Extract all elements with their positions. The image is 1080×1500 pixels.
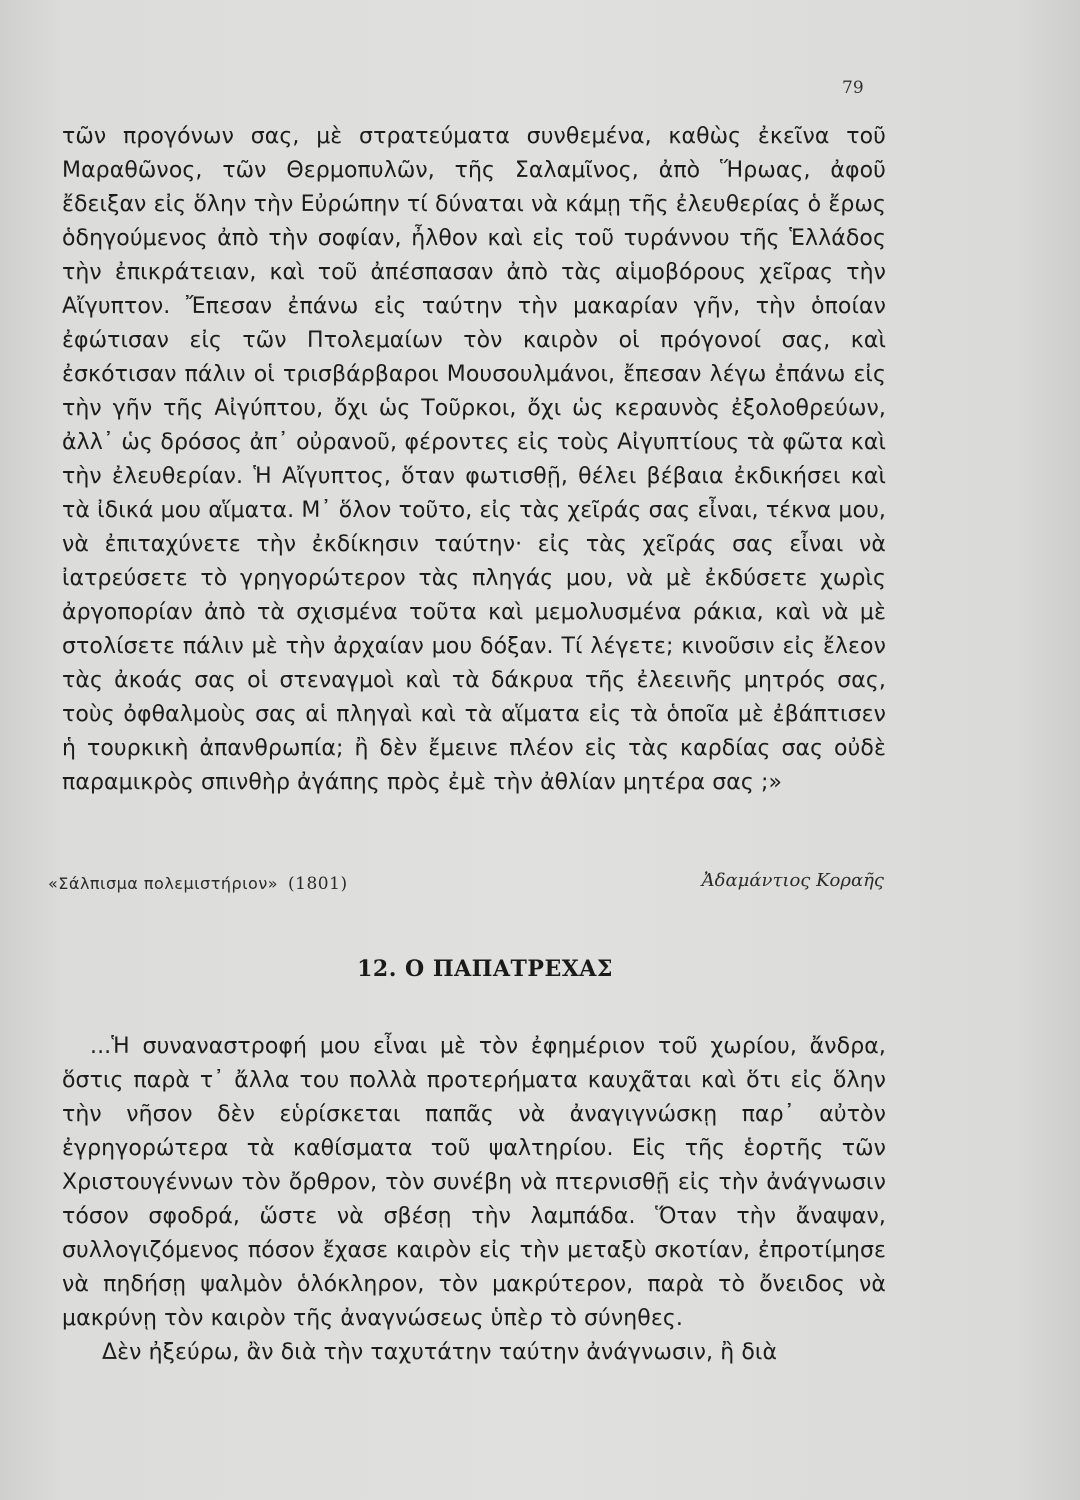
page-number: 79 (842, 78, 864, 98)
citation-title: «Σάλπισμα πολεμιστήριον» (48, 874, 279, 893)
section-heading: 12. Ο ΠΑΠΑΤΡΕΧΑΣ (357, 956, 613, 982)
passage-paragraph: τῶν προγόνων σας, μὲ στρατεύματα συνθεμένα, καθὼς ἐκεῖνα τοῦ Μαραθῶνος, τῶν Θερμοπυλῶν, τῆς Σαλαμῖνος, ἀπὸ Ἥρωας, ἀφοῦ ἔδειξαν εἰς ὅλην τὴν Εὐρώπην τί δύναται νὰ κάμῃ τῆς ἐλευθερίας ὁ ἔρως ὁδηγούμενος ἀπὸ τὴν σοφίαν, ἦλθον καὶ εἰς τοῦ τυράννου τῆς Ἑλλάδος τὴν ἐπικράτειαν, καὶ τοῦ ἀπέσπασαν ἀπὸ τὰς αἱμοβόρους χεῖρας τὴν Αἴγυπτον. Ἔπεσαν ἐπάνω εἰς ταύτην τὴν μακαρίαν γῆν, τὴν ὁποίαν ἐφώτισαν εἰς τῶν Πτολεμαίων τὸν καιρὸν οἱ πρόγονοί σας, καὶ ἐσκότισαν πάλιν οἱ τρισβάρβαροι Μουσουλμάνοι, ἔπεσαν λέγω ἐπάνω εἰς τὴν γῆν τῆς Αἰγύπτου, ὄχι ὡς Τοῦρκοι, ὄχι ὡς κεραυνὸς ἐξολοθρεύων, ἀλλ᾽ ὡς δρόσος ἀπ᾽ οὐρανοῦ, φέροντες εἰς τοὺς Αἰγυπτίους τὰ φῶτα καὶ τὴν ἐλευθερίαν. Ἡ Αἴγυπτος, ὅταν φωτισθῇ, θέλει βέβαια ἐκδικήσει καὶ τὰ ἰδικά μου αἵματα. Μ᾽ ὅλον τοῦτο, εἰς τὰς χεῖράς σας εἶναι, τέκνα μου, νὰ ἐπιταχύνετε τὴν ἐκδίκησιν ταύτην· εἰς τὰς χεῖράς σας εἶναι νὰ ἰατρεύσετε τὸ γρηγορώτερον τὰς πληγάς μου, νὰ μὲ ἐκδύσετε χωρὶς ἀργοπορίαν ἀπὸ τὰ σχισμένα τοῦτα καὶ μεμολυσμένα ράκια, καὶ νὰ μὲ στολίσετε πάλιν μὲ τὴν ἀρχαίαν μου δόξαν. Τί λέγετε; κινοῦσιν εἰς ἔλεον τὰς ἀκοάς σας οἱ στεναγμοὶ καὶ τὰ δάκρυα τῆς ἐλεεινῆς μητρός σας, τοὺς ὀφθαλμοὺς σας αἱ πληγαὶ καὶ τὰ αἵματα εἰς τὰ ὁποῖα μὲ ἐβάπτισεν ἡ τουρκικὴ ἀπανθρωπία; ἢ δὲν ἔμεινε πλέον εἰς τὰς καρδίας σας οὐδὲ παραμικρὸς σπινθὴρ ἀγάπης πρὸς ἐμὲ τὴν ἀθλίαν μητέρα σας ;» (62, 124, 886, 795)
citation-year: (1801) (288, 874, 348, 894)
section-paragraph-2: Δὲν ἠξεύρω, ἂν διὰ τὴν ταχυτάτην ταύτην ἀνάγνωσιν, ἢ διὰ (102, 1340, 778, 1365)
section-paragraph-1: ...Ἡ συναναστροφή μου εἶναι μὲ τὸν ἐφημέριον τοῦ χωρίου, ἄνδρα, ὅστις παρὰ τ᾽ ἄλλα του πολλὰ προτερήματα καυχᾶται καὶ ὅτι εἰς ὅλην τὴν νῆσον δὲν εὑρίσκεται παπᾶς νὰ ἀναγιγνώσκῃ παρ᾽ αὐτὸν ἐγρηγορώτερα τὰ καθίσματα τοῦ ψαλτηρίου. Εἰς τῆς ἑορτῆς τῶν Χριστουγέννων τὸν ὄρθρον, τὸν συνέβη νὰ πτερνισθῇ εἰς τὴν ἀνάγνωσιν τόσον σφοδρά, ὥστε νὰ σβέσῃ τὴν λαμπάδα. Ὅταν τὴν ἄναψαν, συλλογιζόμενος πόσον ἔχασε καιρὸν εἰς τὴν μεταξὺ σκοτίαν, ἐπροτίμησε νὰ πηδήσῃ ψαλμὸν ὁλόκληρον, τὸν μακρύτερον, παρὰ τὸ ὄνειδος νὰ μακρύνῃ τὸν καιρὸν τῆς ἀναγνώσεως ὑπὲρ τὸ σύνηθες. (62, 1034, 886, 1331)
citation-source (48, 874, 348, 894)
citation-author: Ἀδαμάντιος Κοραῆς (701, 870, 884, 891)
